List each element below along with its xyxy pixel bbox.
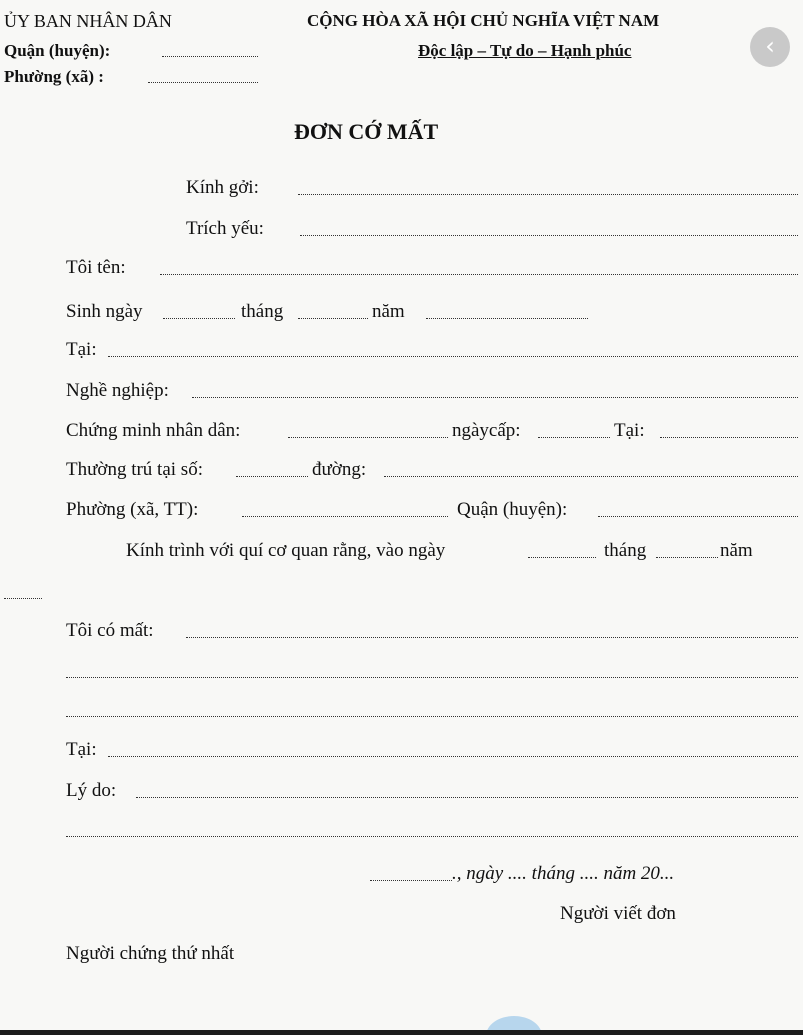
street-label: đường: [312, 459, 367, 480]
recipient-label: Kính gởi: [186, 177, 259, 198]
occupation-blank [192, 397, 798, 398]
district-blank [162, 56, 258, 57]
ward-blank [148, 82, 258, 83]
birth-day-label: Sinh ngày [66, 301, 143, 322]
loss-place-label: Tại: [66, 739, 97, 760]
loss-day-blank [528, 557, 596, 558]
continuation-blank [4, 598, 42, 599]
id-card-blank [288, 437, 448, 438]
birth-day-blank [163, 318, 235, 319]
org-name: ỦY BAN NHÂN DÂN [4, 11, 172, 31]
issue-date-blank [538, 437, 610, 438]
loss-place-blank [108, 756, 798, 757]
lost-items-label: Tôi có mất: [66, 620, 154, 641]
issue-date-label: ngàycấp: [452, 420, 521, 441]
republic-name: CỘNG HÒA XÃ HỘI CHỦ NGHĨA VIỆT NAM [307, 11, 660, 30]
ward-field-label: Phường (xã, TT): [66, 499, 199, 520]
residence-label: Thường trú tại số: [66, 459, 203, 480]
statement-intro: Kính trình với quí cơ quan rằng, vào ngày [126, 540, 446, 561]
birthplace-blank [108, 356, 798, 357]
reason-blank [136, 797, 798, 798]
birthplace-label: Tại: [66, 339, 97, 360]
loss-month-blank [656, 557, 718, 558]
loss-year-label: năm [720, 540, 753, 561]
reason-blank-2 [66, 836, 798, 837]
id-card-label: Chứng minh nhân dân: [66, 420, 241, 441]
lost-items-blank-3 [66, 716, 798, 717]
reason-label: Lý do: [66, 780, 117, 801]
sign-date-line: ., ngày .... tháng .... năm 20... [452, 863, 675, 884]
sign-place-blank [370, 880, 452, 881]
national-motto: Độc lập – Tự do – Hạnh phúc [418, 41, 632, 60]
recipient-blank [298, 194, 798, 195]
birth-month-label: tháng [241, 301, 284, 322]
district-label: Quận (huyện): [4, 41, 111, 60]
witness-label: Người chứng thứ nhất [66, 943, 235, 964]
district-field-label: Quận (huyện): [457, 499, 568, 520]
lost-items-blank [186, 637, 798, 638]
watermark-logo-icon [486, 1016, 542, 1030]
back-button[interactable] [750, 27, 790, 67]
name-label: Tôi tên: [66, 257, 126, 278]
subject-label: Trích yếu: [186, 218, 264, 239]
street-blank [384, 476, 798, 477]
occupation-label: Nghề nghiệp: [66, 380, 169, 401]
issue-place-blank [660, 437, 798, 438]
ward-field-blank [242, 516, 448, 517]
ward-label: Phường (xã) : [4, 67, 104, 86]
birth-year-blank [426, 318, 588, 319]
residence-number-blank [236, 476, 308, 477]
lost-items-blank-2 [66, 677, 798, 678]
loss-month-label: tháng [604, 540, 647, 561]
writer-label: Người viết đơn [560, 903, 676, 924]
chevron-left-icon: ‹ [765, 32, 775, 60]
name-blank [160, 274, 798, 275]
issue-place-label: Tại: [614, 420, 645, 441]
subject-blank [300, 235, 798, 236]
page-title: ĐƠN CỚ MẤT [294, 119, 439, 144]
district-field-blank [598, 516, 798, 517]
birth-year-label: năm [372, 301, 405, 322]
birth-month-blank [298, 318, 368, 319]
